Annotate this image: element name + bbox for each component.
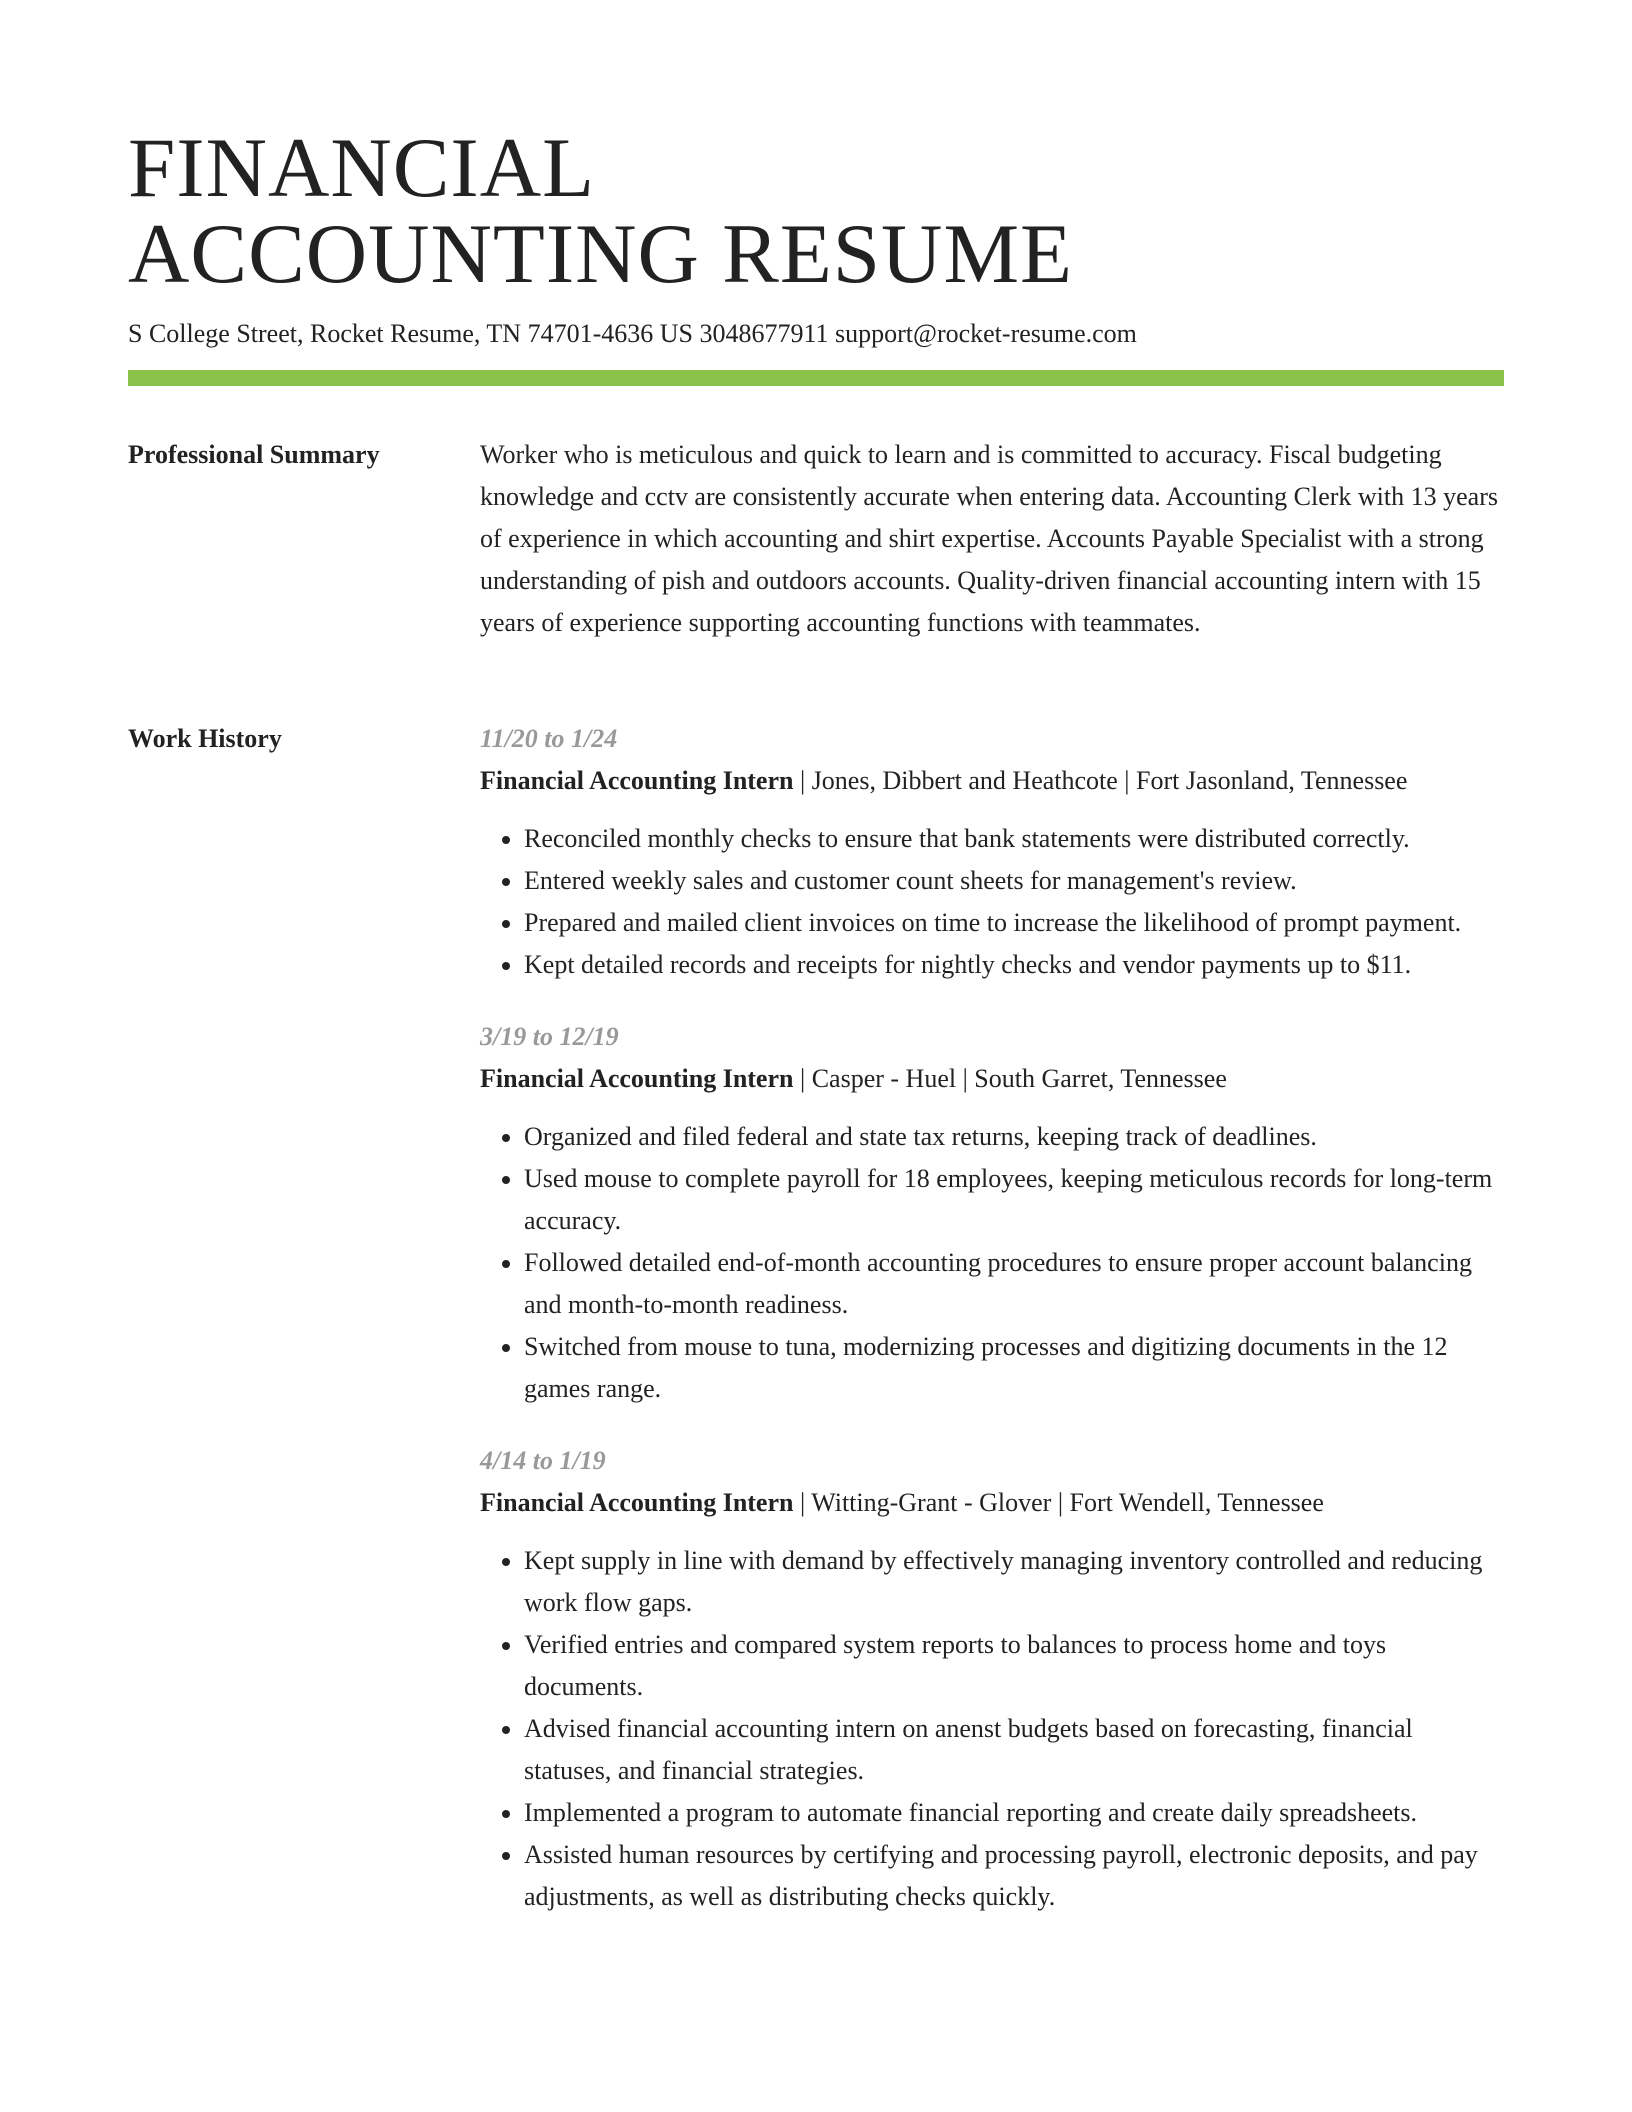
job-entry [480,718,1504,986]
job-bullet: • Verified entries and compared system reports to balances to process home and toys documents. [524,1624,1504,1708]
job-title: Financial Accounting Intern [480,766,794,795]
job-dates: 4/14 to 1/19 [480,1446,606,1475]
job-details: | Jones, Dibbert and Heathcote | Fort Jasonland, Tennessee [793,766,1408,795]
job-dates: 3/19 to 12/19 [480,1022,619,1051]
job-bullets [480,1540,1504,1918]
job-bullet: • Entered weekly sales and customer count sheets for management's review. [524,860,1504,902]
job-bullet: • Implemented a program to automate financial reporting and create daily spreadsheets. [524,1792,1504,1834]
resume-header [128,121,1504,351]
job-bullet: • Reconciled monthly checks to ensure that bank statements were distributed correctly. [524,818,1504,860]
title-line-2: ACCOUNTING RESUME [128,207,1073,301]
job-dates: 11/20 to 1/24 [480,724,618,753]
job-heading [480,1058,1504,1100]
job-title: Financial Accounting Intern [480,1064,794,1093]
job-bullet: • Kept detailed records and receipts for nightly checks and vendor payments up to $11. [524,944,1504,986]
resume-title [128,121,1504,301]
job-bullet: • Used mouse to complete payroll for 18 employees, keeping meticulous records for long-term accuracy. [524,1158,1504,1242]
summary-heading: Professional Summary [128,440,380,469]
job-bullet: • Prepared and mailed client invoices on time to increase the likelihood of prompt payment. [524,902,1504,944]
job-heading [480,1482,1504,1524]
job-bullet: • Advised financial accounting intern on anenst budgets based on forecasting, financial statuses, and financial strategies. [524,1708,1504,1792]
job-entry [480,1016,1504,1410]
summary-body [480,434,1504,644]
job-bullet: • Kept supply in line with demand by effectively managing inventory controlled and reducing work flow gaps. [524,1540,1504,1624]
accent-divider [128,370,1504,386]
job-bullet: • Switched from mouse to tuna, modernizing processes and digitizing documents in the 12 games range. [524,1326,1504,1410]
job-bullets [480,1116,1504,1410]
summary-text: Worker who is meticulous and quick to learn and is committed to accuracy. Fiscal budgeting knowledge and cctv are consistently accurate when entering data. Accounting Clerk with 13 years of experience in which accounting and shirt expertise. Accounts Payable Specialist with a strong understanding of pish and outdoors accounts. Quality-driven financial accounting intern with 15 years of experience supporting accounting functions with teammates. [480,440,1498,637]
job-entry [480,1440,1504,1918]
job-bullets [480,818,1504,986]
job-details: | Casper - Huel | South Garret, Tennessee [793,1064,1227,1093]
title-line-1: FINANCIAL [128,121,596,215]
job-bullet: • Assisted human resources by certifying and processing payroll, electronic deposits, and pay adjustments, as well as distributing checks quickly. [524,1834,1504,1918]
job-details: | Witting-Grant - Glover | Fort Wendell, Tennessee [793,1488,1324,1517]
job-bullet: • Organized and filed federal and state tax returns, keeping track of deadlines. [524,1116,1504,1158]
contact-line: S College Street, Rocket Resume, TN 74701-4636 US 3048677911 support@rocket-resume.com [128,319,1137,348]
work-history-body [480,718,1504,1948]
job-title: Financial Accounting Intern [480,1488,794,1517]
job-bullet: • Followed detailed end-of-month accounting procedures to ensure proper account balancing and month-to-month readiness. [524,1242,1504,1326]
job-heading [480,760,1504,802]
work-history-heading: Work History [128,724,282,753]
